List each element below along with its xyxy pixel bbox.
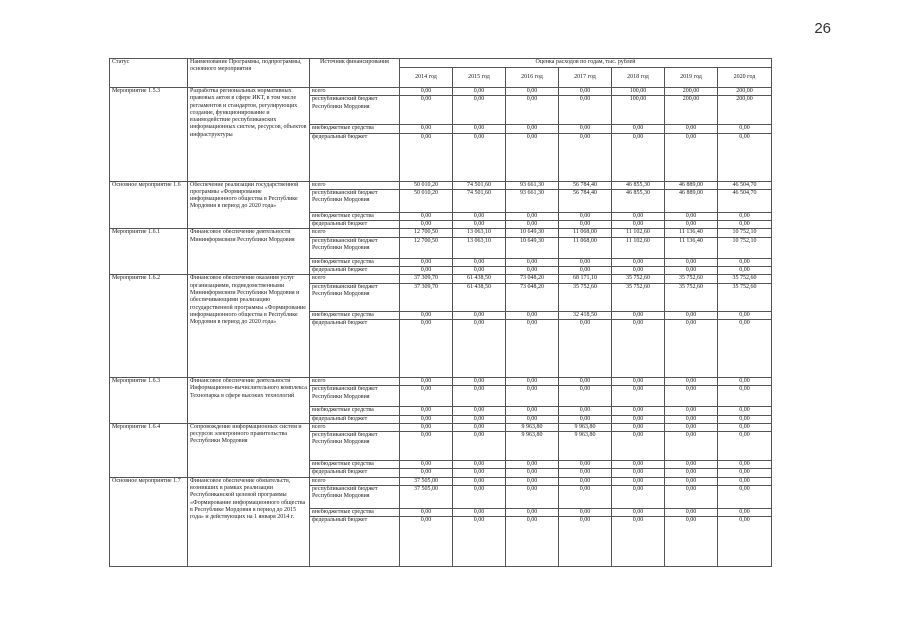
amount-cell: 0,00 <box>506 258 559 266</box>
amount-cell: 0,00 <box>453 311 506 319</box>
amount-cell: 0,00 <box>612 319 665 377</box>
table-row <box>110 275 772 283</box>
amount-cell: 32 418,50 <box>559 311 612 319</box>
amount-cell: 200,00 <box>718 88 772 96</box>
amount-cell: 0,00 <box>665 461 718 469</box>
amount-cell: 0,00 <box>612 423 665 431</box>
amount-cell: 0,00 <box>506 377 559 385</box>
funding-source-cell: внебюджетные средства <box>310 125 400 133</box>
amount-cell: 50 010,20 <box>400 181 453 189</box>
header-name: Наименование Программы, подпрограммы, основного мероприятия <box>188 59 310 88</box>
funding-source-cell: республиканский бюджет Республики Мордовия <box>310 237 400 258</box>
amount-cell: 0,00 <box>400 125 453 133</box>
header-year: 2015 год <box>453 68 506 88</box>
amount-cell: 0,00 <box>718 221 772 229</box>
amount-cell: 0,00 <box>453 88 506 96</box>
amount-cell: 0,00 <box>718 133 772 181</box>
amount-cell: 0,00 <box>506 133 559 181</box>
amount-cell: 10 649,30 <box>506 237 559 258</box>
amount-cell: 0,00 <box>718 415 772 423</box>
activity-name-cell: Финансовое обеспечение деятельности Информационно-вычислительного комплекса Технопарка в сфере высоких технологий <box>188 377 310 423</box>
amount-cell: 0,00 <box>506 96 559 125</box>
amount-cell: 73 048,20 <box>506 275 559 283</box>
amount-cell: 0,00 <box>453 461 506 469</box>
amount-cell: 35 752,60 <box>559 283 612 311</box>
amount-cell: 0,00 <box>665 267 718 275</box>
amount-cell: 0,00 <box>453 125 506 133</box>
amount-cell: 0,00 <box>718 423 772 431</box>
amount-cell: 0,00 <box>718 407 772 415</box>
activity-status-cell: Основное мероприятие 1.6 <box>110 181 188 229</box>
amount-cell: 0,00 <box>612 311 665 319</box>
amount-cell: 0,00 <box>665 311 718 319</box>
amount-cell: 0,00 <box>453 212 506 220</box>
amount-cell: 0,00 <box>665 423 718 431</box>
budget-table-sheet <box>109 58 771 567</box>
amount-cell: 37 309,70 <box>400 275 453 283</box>
amount-cell: 0,00 <box>612 486 665 509</box>
amount-cell: 100,00 <box>612 96 665 125</box>
funding-source-cell: внебюджетные средства <box>310 509 400 517</box>
amount-cell: 0,00 <box>718 258 772 266</box>
amount-cell: 0,00 <box>400 377 453 385</box>
amount-cell: 0,00 <box>559 509 612 517</box>
amount-cell: 0,00 <box>665 486 718 509</box>
amount-cell: 11 068,00 <box>559 229 612 237</box>
amount-cell: 0,00 <box>612 517 665 567</box>
amount-cell: 0,00 <box>612 377 665 385</box>
amount-cell: 9 963,80 <box>506 423 559 431</box>
amount-cell: 46 504,70 <box>718 189 772 212</box>
amount-cell: 35 752,60 <box>718 283 772 311</box>
funding-source-cell: федеральный бюджет <box>310 415 400 423</box>
amount-cell: 0,00 <box>718 432 772 461</box>
amount-cell: 0,00 <box>453 386 506 407</box>
amount-cell: 0,00 <box>665 212 718 220</box>
table-row <box>110 377 772 385</box>
amount-cell: 0,00 <box>559 212 612 220</box>
amount-cell: 0,00 <box>718 486 772 509</box>
amount-cell: 74 501,60 <box>453 189 506 212</box>
funding-source-cell: всего <box>310 377 400 385</box>
amount-cell: 12 700,50 <box>400 237 453 258</box>
amount-cell: 0,00 <box>506 267 559 275</box>
funding-source-cell: внебюджетные средства <box>310 311 400 319</box>
page-number: 26 <box>814 20 831 37</box>
amount-cell: 0,00 <box>506 88 559 96</box>
amount-cell: 10 752,10 <box>718 237 772 258</box>
amount-cell: 0,00 <box>612 386 665 407</box>
amount-cell: 73 048,20 <box>506 283 559 311</box>
activity-status-cell: Основное мероприятие 1.7 <box>110 477 188 567</box>
funding-source-cell: внебюджетные средства <box>310 258 400 266</box>
amount-cell: 0,00 <box>453 486 506 509</box>
amount-cell: 0,00 <box>506 461 559 469</box>
amount-cell: 0,00 <box>718 125 772 133</box>
amount-cell: 93 661,30 <box>506 181 559 189</box>
amount-cell: 0,00 <box>506 509 559 517</box>
amount-cell: 35 752,60 <box>612 283 665 311</box>
amount-cell: 0,00 <box>453 258 506 266</box>
amount-cell: 0,00 <box>612 509 665 517</box>
funding-source-cell: республиканский бюджет Республики Мордовия <box>310 283 400 311</box>
amount-cell: 0,00 <box>400 407 453 415</box>
header-year: 2018 год <box>612 68 665 88</box>
funding-source-cell: всего <box>310 181 400 189</box>
amount-cell: 11 102,60 <box>612 237 665 258</box>
amount-cell: 0,00 <box>400 386 453 407</box>
activity-status-cell: Мероприятие 1.5.3 <box>110 88 188 182</box>
amount-cell: 0,00 <box>559 221 612 229</box>
amount-cell: 0,00 <box>506 415 559 423</box>
amount-cell: 0,00 <box>559 407 612 415</box>
amount-cell: 12 700,50 <box>400 229 453 237</box>
amount-cell: 0,00 <box>718 319 772 377</box>
amount-cell: 0,00 <box>665 319 718 377</box>
amount-cell: 0,00 <box>665 509 718 517</box>
amount-cell: 0,00 <box>665 407 718 415</box>
amount-cell: 0,00 <box>559 96 612 125</box>
amount-cell: 0,00 <box>453 319 506 377</box>
amount-cell: 0,00 <box>506 125 559 133</box>
activity-name-cell: Финансовое обеспечение обязательств, возникших в рамках реализации Республиканской целевой программы «Формирование информационного общества в Республике Мордовия в период до 2015 года» и действующих на 1 января 2014 г. <box>188 477 310 567</box>
amount-cell: 0,00 <box>400 469 453 477</box>
table-row <box>110 423 772 431</box>
header-year: 2017 год <box>559 68 612 88</box>
amount-cell: 0,00 <box>559 415 612 423</box>
amount-cell: 11 102,60 <box>612 229 665 237</box>
amount-cell: 0,00 <box>506 469 559 477</box>
amount-cell: 200,00 <box>665 88 718 96</box>
amount-cell: 74 501,60 <box>453 181 506 189</box>
amount-cell: 0,00 <box>453 267 506 275</box>
amount-cell: 0,00 <box>665 258 718 266</box>
funding-source-cell: федеральный бюджет <box>310 319 400 377</box>
budget-table <box>109 58 772 567</box>
header-year: 2014 год <box>400 68 453 88</box>
funding-source-cell: федеральный бюджет <box>310 267 400 275</box>
amount-cell: 0,00 <box>612 125 665 133</box>
amount-cell: 0,00 <box>453 477 506 485</box>
amount-cell: 0,00 <box>559 88 612 96</box>
amount-cell: 0,00 <box>506 319 559 377</box>
header-year: 2016 год <box>506 68 559 88</box>
funding-source-cell: внебюджетные средства <box>310 407 400 415</box>
amount-cell: 13 063,10 <box>453 237 506 258</box>
funding-source-cell: внебюджетные средства <box>310 212 400 220</box>
amount-cell: 0,00 <box>506 212 559 220</box>
amount-cell: 46 504,70 <box>718 181 772 189</box>
funding-source-cell: республиканский бюджет Республики Мордовия <box>310 189 400 212</box>
amount-cell: 37 505,00 <box>400 477 453 485</box>
amount-cell: 0,00 <box>665 477 718 485</box>
funding-source-cell: республиканский бюджет Республики Мордовия <box>310 432 400 461</box>
amount-cell: 0,00 <box>400 258 453 266</box>
activity-name-cell: Сопровождение информационных систем и ресурсов электронного правительства Республики Мордовия <box>188 423 310 477</box>
activity-status-cell: Мероприятие 1.6.3 <box>110 377 188 423</box>
activity-status-cell: Мероприятие 1.6.2 <box>110 275 188 378</box>
header-year: 2019 год <box>665 68 718 88</box>
amount-cell: 0,00 <box>718 386 772 407</box>
funding-source-cell: республиканский бюджет Республики Мордовия <box>310 386 400 407</box>
amount-cell: 11 136,40 <box>665 237 718 258</box>
amount-cell: 0,00 <box>559 319 612 377</box>
amount-cell: 0,00 <box>506 221 559 229</box>
amount-cell: 0,00 <box>506 486 559 509</box>
amount-cell: 0,00 <box>506 517 559 567</box>
funding-source-cell: республиканский бюджет Республики Мордовия <box>310 486 400 509</box>
amount-cell: 0,00 <box>559 125 612 133</box>
amount-cell: 0,00 <box>400 461 453 469</box>
amount-cell: 0,00 <box>612 407 665 415</box>
amount-cell: 0,00 <box>718 469 772 477</box>
amount-cell: 0,00 <box>559 386 612 407</box>
amount-cell: 0,00 <box>612 212 665 220</box>
amount-cell: 0,00 <box>453 377 506 385</box>
amount-cell: 0,00 <box>665 125 718 133</box>
amount-cell: 0,00 <box>400 96 453 125</box>
activity-name-cell: Финансовое обеспечение деятельности Мининформсвязи Республики Мордовия <box>188 229 310 275</box>
amount-cell: 11 068,00 <box>559 237 612 258</box>
amount-cell: 0,00 <box>612 221 665 229</box>
amount-cell: 46 889,00 <box>665 181 718 189</box>
amount-cell: 0,00 <box>665 133 718 181</box>
funding-source-cell: всего <box>310 88 400 96</box>
amount-cell: 0,00 <box>400 319 453 377</box>
amount-cell: 0,00 <box>453 423 506 431</box>
funding-source-cell: всего <box>310 229 400 237</box>
amount-cell: 0,00 <box>718 517 772 567</box>
funding-source-cell: всего <box>310 275 400 283</box>
table-row <box>110 477 772 485</box>
amount-cell: 9 963,80 <box>559 423 612 431</box>
activity-name-cell: Финансовое обеспечение оказания услуг организациями, подведомственными Мининформсвязи Республики Мордовия и обеспечивающими реализацию государственной программы «Формирование информационного общества в Республике Мордовия в период до 2020 года» <box>188 275 310 378</box>
amount-cell: 0,00 <box>400 267 453 275</box>
table-row <box>110 229 772 237</box>
amount-cell: 0,00 <box>559 461 612 469</box>
amount-cell: 0,00 <box>665 386 718 407</box>
amount-cell: 0,00 <box>559 133 612 181</box>
amount-cell: 0,00 <box>506 311 559 319</box>
amount-cell: 61 438,50 <box>453 283 506 311</box>
funding-source-cell: внебюджетные средства <box>310 461 400 469</box>
amount-cell: 0,00 <box>506 386 559 407</box>
activity-status-cell: Мероприятие 1.6.4 <box>110 423 188 477</box>
amount-cell: 0,00 <box>612 415 665 423</box>
amount-cell: 0,00 <box>718 267 772 275</box>
amount-cell: 56 784,40 <box>559 189 612 212</box>
amount-cell: 0,00 <box>400 212 453 220</box>
amount-cell: 0,00 <box>559 377 612 385</box>
amount-cell: 56 784,40 <box>559 181 612 189</box>
header-estimate: Оценка расходов по годам, тыс. рублей <box>400 59 772 68</box>
amount-cell: 200,00 <box>665 96 718 125</box>
funding-source-cell: федеральный бюджет <box>310 221 400 229</box>
amount-cell: 0,00 <box>400 423 453 431</box>
amount-cell: 0,00 <box>718 509 772 517</box>
funding-source-cell: всего <box>310 477 400 485</box>
amount-cell: 10 752,10 <box>718 229 772 237</box>
header-source: Источник финансирования <box>310 59 400 88</box>
amount-cell: 0,00 <box>400 415 453 423</box>
amount-cell: 0,00 <box>559 517 612 567</box>
amount-cell: 35 752,60 <box>665 275 718 283</box>
amount-cell: 0,00 <box>559 258 612 266</box>
amount-cell: 0,00 <box>400 311 453 319</box>
amount-cell: 0,00 <box>612 477 665 485</box>
amount-cell: 50 010,20 <box>400 189 453 212</box>
amount-cell: 0,00 <box>400 133 453 181</box>
amount-cell: 0,00 <box>612 133 665 181</box>
amount-cell: 0,00 <box>612 461 665 469</box>
amount-cell: 9 963,80 <box>559 432 612 461</box>
amount-cell: 0,00 <box>612 267 665 275</box>
amount-cell: 0,00 <box>718 477 772 485</box>
amount-cell: 0,00 <box>665 432 718 461</box>
amount-cell: 0,00 <box>612 432 665 461</box>
amount-cell: 0,00 <box>559 267 612 275</box>
amount-cell: 0,00 <box>400 432 453 461</box>
amount-cell: 0,00 <box>453 432 506 461</box>
amount-cell: 200,00 <box>718 96 772 125</box>
amount-cell: 0,00 <box>665 517 718 567</box>
funding-source-cell: всего <box>310 423 400 431</box>
amount-cell: 0,00 <box>400 517 453 567</box>
amount-cell: 0,00 <box>718 311 772 319</box>
amount-cell: 0,00 <box>453 415 506 423</box>
amount-cell: 37 505,00 <box>400 486 453 509</box>
amount-cell: 0,00 <box>453 469 506 477</box>
amount-cell: 0,00 <box>506 477 559 485</box>
amount-cell: 0,00 <box>665 377 718 385</box>
amount-cell: 35 752,60 <box>612 275 665 283</box>
amount-cell: 0,00 <box>665 469 718 477</box>
activity-status-cell: Мероприятие 1.6.1 <box>110 229 188 275</box>
amount-cell: 0,00 <box>718 377 772 385</box>
funding-source-cell: федеральный бюджет <box>310 469 400 477</box>
funding-source-cell: федеральный бюджет <box>310 133 400 181</box>
amount-cell: 0,00 <box>718 461 772 469</box>
amount-cell: 0,00 <box>453 509 506 517</box>
amount-cell: 0,00 <box>718 212 772 220</box>
amount-cell: 0,00 <box>453 133 506 181</box>
activity-name-cell: Обеспечение реализации государственной программы «Формирование информационного общества в Республике Мордовия в период до 2020 года» <box>188 181 310 229</box>
table-row <box>110 181 772 189</box>
amount-cell: 0,00 <box>665 415 718 423</box>
amount-cell: 100,00 <box>612 88 665 96</box>
amount-cell: 9 963,80 <box>506 432 559 461</box>
amount-cell: 0,00 <box>559 477 612 485</box>
amount-cell: 0,00 <box>400 88 453 96</box>
amount-cell: 0,00 <box>453 221 506 229</box>
amount-cell: 46 855,30 <box>612 189 665 212</box>
activity-name-cell: Разработка региональных нормативных правовых актов в сфере ИКТ, в том числе регламентов и стандартов, регулирующих создание, функционирование и взаимодействие республиканских информационных систем, ресурсов, объектов инфраструктуры <box>188 88 310 182</box>
header-year: 2020 год <box>718 68 772 88</box>
amount-cell: 0,00 <box>506 407 559 415</box>
amount-cell: 0,00 <box>400 509 453 517</box>
amount-cell: 46 889,00 <box>665 189 718 212</box>
amount-cell: 0,00 <box>665 221 718 229</box>
amount-cell: 13 063,10 <box>453 229 506 237</box>
amount-cell: 0,00 <box>453 96 506 125</box>
amount-cell: 35 752,60 <box>718 275 772 283</box>
amount-cell: 61 438,50 <box>453 275 506 283</box>
amount-cell: 93 661,30 <box>506 189 559 212</box>
amount-cell: 0,00 <box>400 221 453 229</box>
amount-cell: 37 309,70 <box>400 283 453 311</box>
amount-cell: 0,00 <box>612 258 665 266</box>
amount-cell: 11 136,40 <box>665 229 718 237</box>
table-row <box>110 88 772 96</box>
amount-cell: 0,00 <box>559 486 612 509</box>
header-status: Статус <box>110 59 188 88</box>
amount-cell: 46 855,30 <box>612 181 665 189</box>
amount-cell: 68 171,10 <box>559 275 612 283</box>
amount-cell: 0,00 <box>559 469 612 477</box>
amount-cell: 10 649,30 <box>506 229 559 237</box>
amount-cell: 35 752,60 <box>665 283 718 311</box>
amount-cell: 0,00 <box>453 517 506 567</box>
amount-cell: 0,00 <box>453 407 506 415</box>
funding-source-cell: федеральный бюджет <box>310 517 400 567</box>
funding-source-cell: республиканский бюджет Республики Мордовия <box>310 96 400 125</box>
amount-cell: 0,00 <box>612 469 665 477</box>
